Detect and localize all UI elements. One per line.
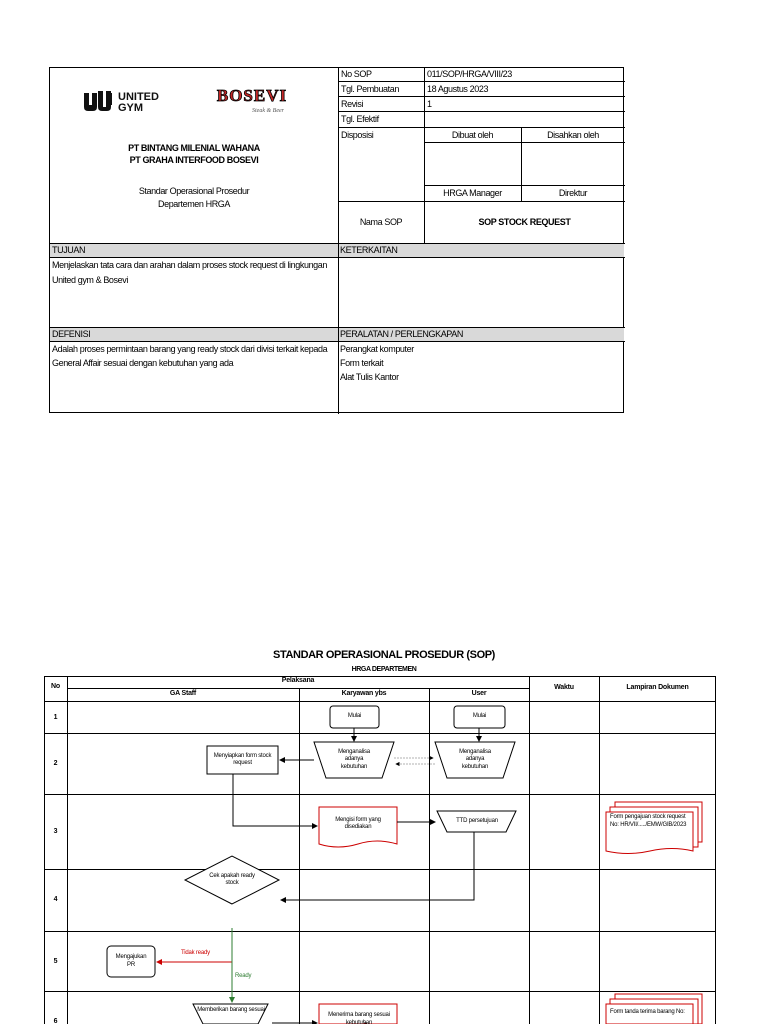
row-number: 4 bbox=[53, 896, 58, 903]
bosevi-logo bbox=[202, 86, 302, 116]
keterkaitan-label: KETERKAITAN bbox=[340, 245, 398, 255]
united-logo-text: UNITED bbox=[118, 91, 159, 103]
field-value-no-sop: 011/SOP/HRGA/VIII/23 bbox=[427, 69, 512, 79]
doc-form-pengajuan: Form pengajuan stock request No: HR/VII/...../EMW/GIB/2023 bbox=[610, 814, 687, 828]
node-ttd-persetujuan: TTD persetujuan bbox=[456, 817, 498, 824]
company-name-1: PT BINTANG MILENIAL WAHANA bbox=[128, 143, 260, 153]
row-number: 3 bbox=[53, 828, 58, 835]
col-lampiran: Lampiran Dokumen bbox=[626, 684, 689, 691]
definisi-text-1: Adalah proses permintaan barang yang ready stock dari divisi terkait kepada bbox=[52, 344, 328, 354]
sop-subtitle: HRGA DEPARTEMEN bbox=[351, 666, 417, 673]
node-mengisi-form: Mengisi form yang disediakan bbox=[335, 816, 381, 830]
field-label-revisi: Revisi bbox=[341, 99, 364, 109]
definisi-text-2: General Affair sesuai dengan kebutuhan yang ada bbox=[52, 358, 234, 368]
field-value-revisi: 1 bbox=[427, 99, 432, 109]
row-number: 1 bbox=[53, 714, 58, 721]
definisi-label: DEFENISI bbox=[52, 329, 91, 339]
col-waktu: Waktu bbox=[554, 684, 574, 691]
label-tidak-ready: Tidak ready bbox=[181, 950, 210, 956]
svg-text:Steak & Beer: Steak & Beer bbox=[252, 108, 284, 114]
doc-type: Standar Operasional Prosedur bbox=[138, 186, 250, 196]
direktur-label: Direktur bbox=[558, 188, 588, 198]
doc-form-tanda-terima: Form tanda terima barang No: bbox=[610, 1009, 685, 1015]
peralatan-item: Alat Tulis Kantor bbox=[340, 372, 399, 382]
col-karyawan: Karyawan ybs bbox=[341, 690, 387, 697]
col-no: No bbox=[51, 683, 60, 690]
department: Departemen HRGA bbox=[157, 199, 231, 209]
dibuat-oleh-label: Dibuat oleh bbox=[451, 130, 494, 140]
sop-flow-table bbox=[44, 676, 716, 1024]
col-ga-staff: GA Staff bbox=[169, 690, 197, 697]
nama-sop-value: SOP STOCK REQUEST bbox=[478, 217, 571, 227]
company-name-2: PT GRAHA INTERFOOD BOSEVI bbox=[129, 155, 259, 165]
node-mulai-karyawan: Mulai bbox=[347, 713, 362, 720]
svg-text:BOSEVI: BOSEVI bbox=[216, 86, 288, 105]
node-mulai-user: Mulai bbox=[472, 713, 487, 720]
tujuan-label: TUJUAN bbox=[52, 245, 86, 255]
disahkan-oleh-label: Disahkan oleh bbox=[547, 130, 599, 140]
node-mengajukan-pr: Mengajukan PR bbox=[115, 954, 147, 968]
tujuan-text-2: United gym & Bosevi bbox=[52, 275, 128, 285]
field-label-tgl-pembuatan: Tgl. Pembuatan bbox=[341, 84, 399, 94]
peralatan-label: PERALATAN / PERLENGKAPAN bbox=[340, 329, 463, 339]
label-ready: Ready bbox=[235, 973, 252, 979]
united-gym-logo bbox=[82, 87, 182, 113]
peralatan-item: Form terkait bbox=[340, 358, 384, 368]
node-menerima-barang: Menerima barang sesuai kebutuhan bbox=[328, 1012, 390, 1024]
hrga-manager-label: HRGA Manager bbox=[443, 188, 502, 198]
node-menganalisa-user: Menganalisa adanya kebutuhan bbox=[459, 748, 491, 770]
node-menyiapkan-form: Menyiapkan form stock request bbox=[213, 752, 272, 766]
peralatan-item: Perangkat komputer bbox=[340, 344, 414, 354]
sop-header-table bbox=[49, 67, 624, 413]
col-user: User bbox=[471, 690, 487, 697]
tujuan-text-1: Menjelaskan tata cara dan arahan dalam proses stock request di lingkungan bbox=[52, 260, 327, 270]
row-number: 5 bbox=[53, 958, 58, 965]
node-menganalisa-karyawan: Menganalisa adanya kebutuhan bbox=[338, 748, 370, 770]
field-value-tgl-pembuatan: 18 Agustus 2023 bbox=[427, 84, 489, 94]
node-cek-ready-stock: Cek apakah ready stock bbox=[209, 872, 255, 886]
sop-title: STANDAR OPERASIONAL PROSEDUR (SOP) bbox=[273, 649, 495, 661]
disposisi-label: Disposisi bbox=[341, 130, 374, 140]
row-number: 6 bbox=[53, 1018, 58, 1024]
field-label-no-sop: No SOP bbox=[341, 69, 372, 79]
field-label-tgl-efektif: Tgl. Efektif bbox=[341, 114, 379, 124]
svg-text:GYM: GYM bbox=[118, 102, 144, 113]
col-pelaksana: Pelaksana bbox=[281, 677, 315, 684]
row-number: 2 bbox=[53, 760, 58, 767]
node-memberikan-barang: Memberikan barang sesuai bbox=[197, 1007, 265, 1013]
nama-sop-label: Nama SOP bbox=[359, 217, 403, 227]
